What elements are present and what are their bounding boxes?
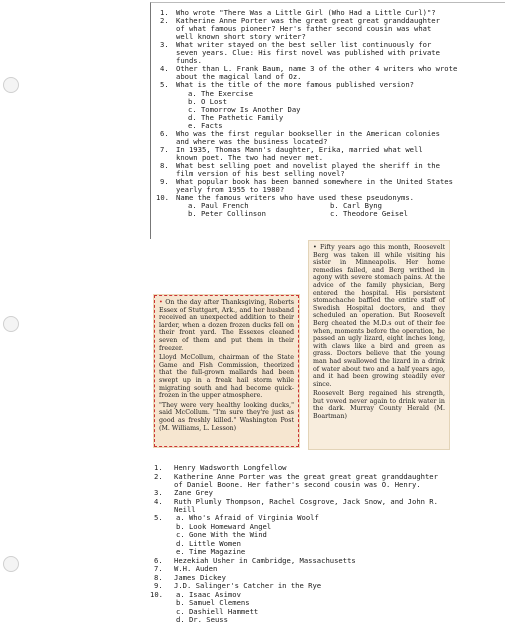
- question-line: of what famous pioneer? Her's father second cousin was what: [176, 24, 432, 34]
- answer-number: 9.: [154, 581, 163, 591]
- answer-line: Ruth Plumly Thompson, Rachel Cosgrove, Jack Snow, and John R.: [174, 496, 438, 506]
- question-line: and where was the business located?: [176, 136, 328, 146]
- answer-number: 6.: [154, 555, 163, 565]
- question-line: What is the title of the more famous published version?: [176, 80, 414, 90]
- binder-hole: [3, 77, 19, 93]
- question-number: 2.: [160, 16, 169, 26]
- answer-line: James Dickey: [174, 572, 226, 582]
- question-number: 1.: [160, 8, 169, 17]
- answer-line: Katherine Anne Porter was the great great great granddaughter: [174, 471, 438, 481]
- answer-line: of Daniel Boone. Her father's second cousin was O. Henry.: [174, 479, 421, 489]
- clip-right-p1: Fifty years ago this month, Roosevelt Berg was taken ill while visiting his sister in Minneapolis. Her home remedies failed, and Berg writhed in agony with severe stomach pains. At the advice of the family physician, Berg entered the hospital. His persistent stomachache baffled the entire staff of Swedish Hospital doctors, and they scheduled an operation. But Roosevelt Berg cheated the M.D.s out of their fee when, moments before the operation, he passed an ugly lizard, eight inches long, with claws like a bird and green as grass. Doctors believe that the young man had swallowed the lizard in a drink of water about two and a half years ago, and it had been growing steadily ever since.: [313, 244, 446, 388]
- answer-line: a. Who's Afraid of Virginia Woolf: [176, 513, 319, 523]
- answer-number: 7.: [154, 564, 163, 574]
- pseudonym-option: a. Paul French: [188, 201, 249, 211]
- question-line: seven years. Clue: His first novel was published with private: [176, 48, 440, 58]
- question-option: c. Tomorrow Is Another Day: [188, 104, 301, 114]
- answer-number: 10.: [150, 589, 163, 599]
- answer-line: e. Time Magazine: [176, 547, 246, 557]
- answer-number: 3.: [154, 488, 163, 498]
- answer-number: 8.: [154, 572, 163, 582]
- question-number: 6.: [160, 128, 169, 138]
- binder-hole: [3, 316, 19, 332]
- answer-line: d. Little Women: [176, 538, 241, 548]
- pseudonym-option: b. Carl Byng: [330, 201, 382, 211]
- question-line: In 1935, Thomas Mann's daughter, Erika, married what well: [176, 144, 423, 154]
- answer-number: 4.: [154, 496, 163, 506]
- question-line: about the magical land of Oz.: [176, 72, 302, 82]
- question-line: What writer stayed on the best seller list continuously for: [176, 40, 432, 50]
- question-line: Who wrote "There Was a Little Girl (Who Had a Little Curl)"?: [176, 8, 436, 17]
- pseudonym-option: b. Peter Collinson: [188, 209, 266, 219]
- answer-line: W.H. Auden: [174, 564, 218, 574]
- question-number: 5.: [160, 80, 169, 90]
- question-number: 8.: [160, 160, 169, 170]
- question-line: Name the famous writers who have used these pseudonyms.: [176, 193, 414, 203]
- answer-line: Hezekiah Usher in Cambridge, Massachusetts: [174, 555, 356, 565]
- pseudonym-option: c. Theodore Geisel: [330, 209, 408, 219]
- answer-line: Henry Wadsworth Longfellow: [174, 463, 287, 472]
- question-number: 10.: [156, 193, 169, 203]
- question-number: 7.: [160, 144, 169, 154]
- clip-left-p2: Lloyd McCollum, chairman of the State Game and Fish Commission, theorized that the full-grown mallards had been swept up in a freak hail storm while migrating south and had become quick-frozen in the upper atmosphere.: [159, 354, 294, 400]
- clip-right-p2: Roosevelt Berg regained his strength, but vowed never again to drink water in the dark. Murray County Herald (M. Boartman): [313, 390, 445, 421]
- answer-number: 5.: [154, 513, 163, 523]
- question-line: Other than L. Frank Baum, name 3 of the other 4 writers who wrote: [176, 64, 458, 74]
- answer-line: c. Gone With the Wind: [176, 530, 267, 540]
- clip-left-p3: "They were very healthy looking ducks," said McCollum. "I'm sure they're just as good as freshly killed." Washington Post (M. Williams, L. Lesson): [159, 401, 294, 432]
- answer-number: 1.: [154, 463, 163, 472]
- question-line: yearly from 1955 to 1980?: [176, 185, 285, 195]
- answer-line: b. Look Homeward Angel: [176, 521, 272, 531]
- answer-line: a. Isaac Asimov: [176, 589, 241, 599]
- question-line: What popular book has been banned somewhere in the United States: [176, 177, 453, 187]
- question-line: Katherine Anne Porter was the great great great granddaughter: [176, 16, 440, 26]
- newspaper-clipping-ducks: • On the day after Thanksgiving, Roberts Essex of Stuttgart, Ark., and her husband received an unexpected addition to their larder, when a dozen frozen ducks fell on their front yard. The Essexes cleaned seven of them and put them in their freezer. Lloyd McCollum, chairman of the State Game and Fish Commission, theorized that the full-grown mallards had been swept up in a freak hail storm while migrating south and had become quick-frozen in the upper atmosphere. "They were very healthy looking ducks," said McCollum. "I'm sure they're just as good as freshly killed." Washington Post (M. Williams, L. Lesson): [154, 295, 299, 447]
- answer-number: 2.: [154, 471, 163, 481]
- answer-line: J.D. Salinger's Catcher in the Rye: [174, 581, 322, 591]
- question-line: well known short story writer?: [176, 32, 306, 42]
- answer-line: d. Dr. Seuss: [176, 615, 228, 625]
- answer-line: Zane Grey: [174, 488, 213, 498]
- newspaper-clipping-lizard: • Fifty years ago this month, Roosevelt Berg was taken ill while visiting his sister in Minneapolis. Her home remedies failed, and Berg writhed in agony with severe stomach pains. At the advice of the family physician, Berg entered the hospital. His persistent stomachache baffled the entire staff of Swedish Hospital doctors, and they scheduled an operation. But Roosevelt Berg cheated the M.D.s out of their fee when, moments before the operation, he passed an ugly lizard, eight inches long, with claws like a bird and green as grass. Doctors believe that the young man had swallowed the lizard in a drink of water about two and a half years ago, and it had been growing steadily ever since. Roosevelt Berg regained his strength, but vowed never again to drink water in the dark. Murray County Herald (M. Boartman): [308, 240, 450, 450]
- question-line: funds.: [176, 56, 202, 66]
- question-line: What best selling poet and novelist played the sheriff in the: [176, 160, 440, 170]
- question-number: 3.: [160, 40, 169, 50]
- question-line: Who was the first regular bookseller in the American colonies: [176, 128, 440, 138]
- binder-hole: [3, 556, 19, 572]
- answer-line: c. Dashiell Hammett: [176, 606, 259, 616]
- question-line: film version of his best selling novel?: [176, 169, 345, 178]
- question-line: known poet. The two had never met.: [176, 152, 324, 162]
- question-option: d. The Pathetic Family: [188, 112, 284, 122]
- question-option: a. The Exercise: [188, 88, 253, 98]
- clip-left-p1: On the day after Thanksgiving, Roberts Essex of Stuttgart, Ark., and her husband received an unexpected addition to their larder, when a dozen frozen ducks fell on their front yard. The Essexes cleaned seven of them and put them in their freezer.: [159, 299, 294, 352]
- question-number: 9.: [160, 177, 169, 187]
- question-option: b. O Lost: [188, 96, 227, 106]
- answer-line: Neill: [174, 504, 196, 514]
- question-number: 4.: [160, 64, 169, 74]
- answer-line: b. Samuel Clemens: [176, 598, 250, 608]
- question-option: e. Facts: [188, 120, 223, 130]
